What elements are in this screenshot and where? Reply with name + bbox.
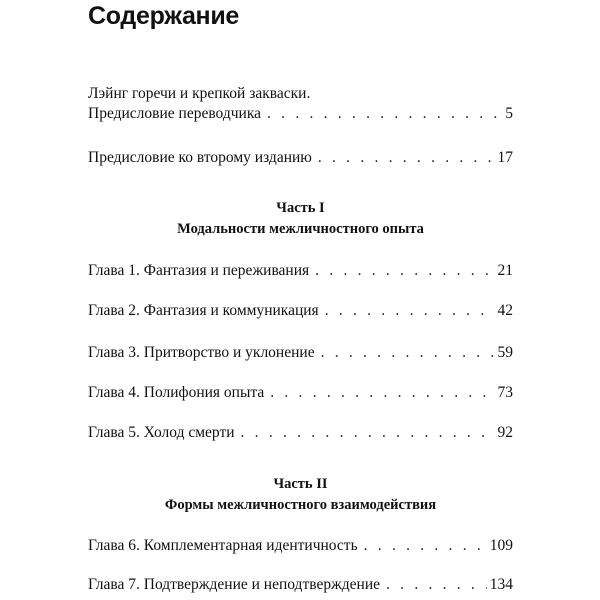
toc-entry-title: Глава 6. Комплементарная идентичность: [88, 537, 358, 554]
toc-page-number: 109: [489, 537, 513, 554]
toc-page-number: 17: [497, 149, 513, 166]
part-title: Модальности межличностного опыта: [177, 221, 424, 237]
toc-page-number: 21: [497, 262, 513, 279]
dot-leader: [325, 301, 495, 321]
toc-page-number: 59: [497, 344, 513, 361]
toc-entry-second-edition-preface: [88, 148, 513, 168]
part-heading-2: [88, 474, 513, 516]
toc-page-number: 5: [505, 105, 513, 122]
toc-entry-title: Глава 7. Подтверждение и неподтверждение: [88, 576, 381, 593]
toc-page-number: 42: [497, 302, 513, 319]
part-label: Часть II: [273, 476, 328, 492]
toc-entry-title: Глава 1. Фантазия и переживания: [88, 262, 310, 279]
toc-entry-chapter-4: [88, 383, 513, 403]
part-heading-1: [88, 198, 513, 240]
toc-entry-translator-preface: [88, 84, 513, 124]
toc-entry-title: Глава 3. Притворство и уклонение: [88, 344, 315, 361]
dot-leader: [315, 261, 494, 281]
dot-leader: [321, 343, 495, 363]
dot-leader: [270, 383, 494, 403]
toc-entry-chapter-3: [88, 343, 513, 363]
dot-leader: [386, 575, 487, 595]
part-label: Часть I: [276, 200, 325, 216]
toc-page-number: 92: [497, 424, 513, 441]
toc-entry-title: Глава 5. Холод смерти: [88, 424, 235, 441]
toc-page-number: 134: [489, 576, 513, 593]
toc-entry-chapter-1: [88, 261, 513, 281]
dot-leader: [267, 104, 502, 124]
dot-leader: [241, 423, 495, 443]
toc-entry-title: Предисловие переводчика: [88, 105, 262, 122]
toc-entry-title: Предисловие ко второму изданию: [88, 149, 312, 166]
page-title: Содержание: [88, 2, 240, 30]
toc-entry-chapter-6: [88, 536, 513, 556]
toc-entry-chapter-2: [88, 301, 513, 321]
toc-entry-chapter-5: [88, 423, 513, 443]
dot-leader: [318, 148, 495, 168]
toc-entry-title: Глава 2. Фантазия и коммуникация: [88, 302, 319, 319]
toc-entry-line1: Лэйнг горечи и крепкой закваски.: [88, 85, 311, 102]
toc-page-number: 73: [497, 384, 513, 401]
dot-leader: [364, 536, 487, 556]
toc-entry-chapter-7: [88, 575, 513, 595]
part-title: Формы межличностного взаимодействия: [164, 497, 437, 513]
toc-entry-title: Глава 4. Полифония опыта: [88, 384, 265, 401]
